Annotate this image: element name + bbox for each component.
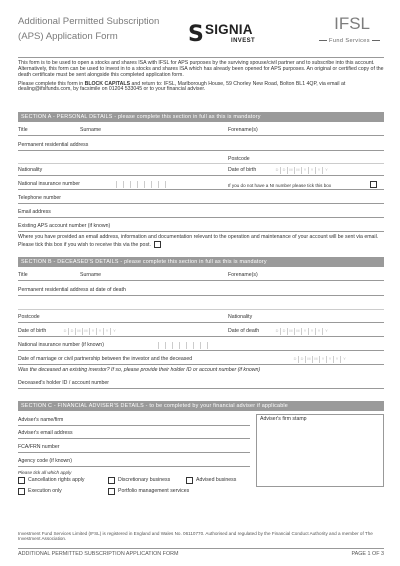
intro-p2-start: Please complete this form in	[18, 80, 85, 87]
tick-all-label: Please tick all which apply	[18, 470, 72, 475]
dob-box[interactable]: M	[295, 167, 302, 174]
signia-logo-name: SIGNIA	[205, 22, 253, 37]
legal-footer: Investment Fund Services Limited (IFSL) is registered in England and Wales No. 06110770. Authorised and regulated by the Financial Conduct Authority and a member of The Investment Association.	[18, 531, 373, 542]
b-dod-box[interactable]: M	[295, 328, 302, 335]
b-marriage-box[interactable]: Y	[343, 357, 346, 361]
section-a-heading: SECTION A - PERSONAL DETAILS - please complete this section in full as this is mandatory	[18, 112, 384, 122]
adviser-firm-stamp-label: Adviser's firm stamp	[260, 416, 307, 422]
label-b-dod: Date of death	[228, 328, 260, 335]
row-c-fca[interactable]	[18, 440, 250, 453]
form-title-line2: (APS) Application Form	[18, 31, 118, 42]
dob-box[interactable]: Y	[309, 167, 316, 174]
dob-box[interactable]: D	[281, 167, 288, 174]
row-a-name[interactable]	[18, 123, 384, 136]
adviser-firm-stamp-box[interactable]	[256, 414, 384, 487]
b-marriage-box[interactable]: D	[292, 356, 299, 363]
label-forenames: Forename(s)	[228, 127, 258, 134]
b-ni-box[interactable]	[201, 342, 208, 349]
b-ni-box[interactable]	[152, 342, 159, 349]
b-dod-box[interactable]: Y	[325, 329, 328, 333]
label-dob: Date of birth	[228, 167, 257, 174]
b-ni-box[interactable]	[187, 342, 194, 349]
discretionary-label: Discretionary business	[118, 476, 171, 483]
b-dob-box[interactable]: Y	[104, 328, 111, 335]
label-b-dob: Date of birth	[18, 328, 47, 335]
b-dob-box[interactable]: D	[69, 328, 76, 335]
ni-box[interactable]	[166, 181, 173, 188]
dob-box[interactable]: Y	[325, 168, 328, 172]
ifsl-logo-name: IFSL	[334, 14, 370, 33]
intro-text	[18, 57, 384, 96]
b-marriage-box[interactable]: M	[306, 356, 313, 363]
ni-box[interactable]	[117, 181, 124, 188]
b-dod-box[interactable]: Y	[309, 328, 316, 335]
form-title-line1: Additional Permitted Subscription	[18, 16, 160, 27]
row-a-ni[interactable]	[18, 177, 384, 190]
row-b-ni[interactable]	[18, 338, 384, 351]
b-dob-box[interactable]: Y	[97, 328, 104, 335]
label-address: Permanent residential address	[18, 142, 89, 149]
label-b-postcode: Postcode	[18, 314, 40, 321]
advised-checkbox[interactable]	[186, 477, 193, 484]
section-c-heading: SECTION C - FINANCIAL ADVISER'S DETAILS - to be completed by your financial adviser if applicable	[18, 401, 384, 411]
row-b-holder[interactable]	[18, 376, 384, 389]
row-b-address-2[interactable]	[18, 297, 384, 310]
b-dob-box[interactable]: D	[62, 328, 69, 335]
row-a-aps-account[interactable]	[18, 219, 384, 232]
footer-page-number: PAGE 1 OF 3	[351, 551, 384, 557]
label-nationality: Nationality	[18, 167, 43, 174]
label-postcode: Postcode	[228, 156, 250, 163]
cancellation-rights-checkbox[interactable]	[18, 477, 25, 484]
b-dod-box[interactable]: D	[274, 328, 281, 335]
b-dod-box[interactable]: M	[288, 328, 295, 335]
footer-form-name: ADDITIONAL PERMITTED SUBSCRIPTION APPLICATION FORM	[18, 551, 179, 557]
section-b-heading: SECTION B - DECEASED'S DETAILS - please complete this section in full as this is mandatory	[18, 257, 384, 267]
label-aps-account: Existing APS account number (if known)	[18, 223, 111, 230]
label-b-forenames: Forename(s)	[228, 272, 258, 279]
intro-paragraph-1: This form is to be used to open a stocks and shares ISA with IFSL for APS purposes by the surviving spouse/civil partner and to subscribe into this account. Alternatively, this form can be used to invest in to a stocks and shares ISA which has already been opened for APS purposes. An original or certified copy of the death certificate must be sent alongside this completed application form.	[18, 60, 384, 78]
label-b-address: Permanent residential address at date of death	[18, 287, 126, 294]
b-ni-box[interactable]	[208, 342, 215, 349]
dob-box[interactable]: D	[274, 167, 281, 174]
label-c-fca: FCA/FRN number	[18, 444, 60, 451]
dob-box[interactable]: Y	[316, 167, 323, 174]
label-b-holder: Deceased's holder ID / account number	[18, 380, 109, 387]
option-cancellation-rights[interactable]	[18, 477, 85, 484]
ifsl-logo	[302, 14, 382, 44]
b-dob-boxes[interactable]	[62, 328, 118, 335]
ni-box[interactable]	[159, 181, 166, 188]
row-a-postcode[interactable]	[18, 150, 384, 164]
row-b-name[interactable]	[18, 268, 384, 281]
ni-box[interactable]	[131, 181, 138, 188]
label-c-agency: Agency code (if known)	[18, 458, 72, 465]
page-footer	[18, 548, 384, 557]
ni-box[interactable]	[152, 181, 159, 188]
signia-logo-mark: S	[188, 22, 204, 47]
row-b-address[interactable]	[18, 283, 384, 296]
ni-box[interactable]	[145, 181, 152, 188]
ifsl-logo-sub: Fund Services	[317, 38, 382, 44]
label-surname: Surname	[80, 127, 102, 134]
b-marriage-box[interactable]: Y	[320, 356, 327, 363]
form-header	[18, 10, 382, 52]
cancellation-rights-label: Cancellation rights apply	[28, 476, 85, 483]
b-ni-box[interactable]	[180, 342, 187, 349]
row-c-email[interactable]	[18, 426, 250, 439]
portfolio-management-label: Portfolio management services	[118, 487, 190, 494]
execution-only-checkbox[interactable]	[18, 488, 25, 495]
row-c-name[interactable]	[18, 413, 250, 426]
b-marriage-box[interactable]: Y	[327, 356, 334, 363]
intro-p2-end: and return to: IFSL, Marlborough House, 59 Chorley New Road, Bolton BL1 4QP, via email at dealing@ifslfunds.com, by facsimile on 01204 533045 or to your financial adviser.	[18, 80, 346, 93]
row-a-nationality[interactable]	[18, 163, 384, 176]
b-ni-box[interactable]	[173, 342, 180, 349]
label-telephone: Telephone number	[18, 195, 61, 202]
label-b-surname: Surname	[80, 272, 102, 279]
option-portfolio-management[interactable]	[108, 488, 189, 495]
row-a-telephone[interactable]	[18, 191, 384, 204]
no-ni-checkbox[interactable]	[370, 181, 377, 188]
label-title: Title	[18, 127, 28, 134]
b-dob-box[interactable]: Y	[90, 328, 97, 335]
consent-label: Where you have provided an email address, information and documentation relevant to the operation and maintenance of your account will be sent via email. Please tick this box if you wish to receive this via the post.	[18, 234, 379, 248]
label-c-email: Adviser's email address	[18, 430, 73, 437]
b-dod-box[interactable]: Y	[302, 328, 309, 335]
portfolio-management-checkbox[interactable]	[108, 488, 115, 495]
option-advised[interactable]	[186, 477, 236, 484]
dob-boxes[interactable]	[274, 167, 330, 174]
ni-box[interactable]	[138, 181, 145, 188]
b-dod-box[interactable]: D	[281, 328, 288, 335]
label-email: Email address	[18, 209, 51, 216]
b-dob-box[interactable]: M	[76, 328, 83, 335]
label-c-name: Adviser's name/firm	[18, 417, 64, 424]
label-b-nationality: Nationality	[228, 314, 253, 321]
b-ni-box[interactable]	[194, 342, 201, 349]
label-b-ni: National insurance number (if known)	[18, 342, 104, 349]
discretionary-checkbox[interactable]	[108, 477, 115, 484]
b-dob-box[interactable]: Y	[113, 329, 116, 333]
b-marriage-boxes[interactable]	[292, 356, 348, 363]
b-ni-boxes[interactable]	[152, 342, 215, 349]
ni-box[interactable]	[110, 181, 117, 188]
b-marriage-box[interactable]: Y	[334, 356, 341, 363]
advised-label: Advised business	[196, 476, 237, 483]
label-no-ni: If you do not have a NI number please tick this box	[228, 182, 332, 188]
b-marriage-box[interactable]: M	[313, 356, 320, 363]
row-b-dates[interactable]	[18, 324, 384, 337]
row-c-agency[interactable]	[18, 454, 250, 467]
ni-boxes[interactable]	[110, 181, 173, 188]
signia-invest-logo	[188, 18, 280, 50]
b-marriage-box[interactable]: D	[299, 356, 306, 363]
label-b-title: Title	[18, 272, 28, 279]
b-ni-box[interactable]	[166, 342, 173, 349]
row-a-email[interactable]	[18, 205, 384, 218]
option-discretionary[interactable]	[108, 477, 170, 484]
intro-paragraph-2	[18, 82, 384, 94]
existing-investor-question: Was the deceased an existing investor? If so, please provide their holder ID or account number (if known)	[18, 367, 261, 373]
b-dod-box[interactable]: Y	[316, 328, 323, 335]
dob-box[interactable]: M	[288, 167, 295, 174]
signia-logo-sub: INVEST	[231, 38, 256, 44]
row-b-marriage[interactable]	[18, 352, 384, 365]
form-title	[18, 14, 159, 44]
row-b-postcode[interactable]	[18, 310, 384, 323]
intro-p2-bold: BLOCK CAPITALS	[84, 80, 131, 87]
b-ni-box[interactable]	[159, 342, 166, 349]
option-execution-only[interactable]	[18, 488, 62, 495]
b-dod-boxes[interactable]	[274, 328, 330, 335]
label-ni: National insurance number	[18, 181, 80, 188]
label-b-marriage: Date of marriage or civil partnership between the investor and the deceased	[18, 356, 193, 363]
dob-box[interactable]: Y	[302, 167, 309, 174]
consent-text	[18, 235, 384, 249]
execution-only-label: Execution only	[28, 487, 62, 494]
b-dob-box[interactable]: M	[83, 328, 90, 335]
post-consent-checkbox[interactable]	[154, 241, 161, 248]
ni-box[interactable]	[124, 181, 131, 188]
